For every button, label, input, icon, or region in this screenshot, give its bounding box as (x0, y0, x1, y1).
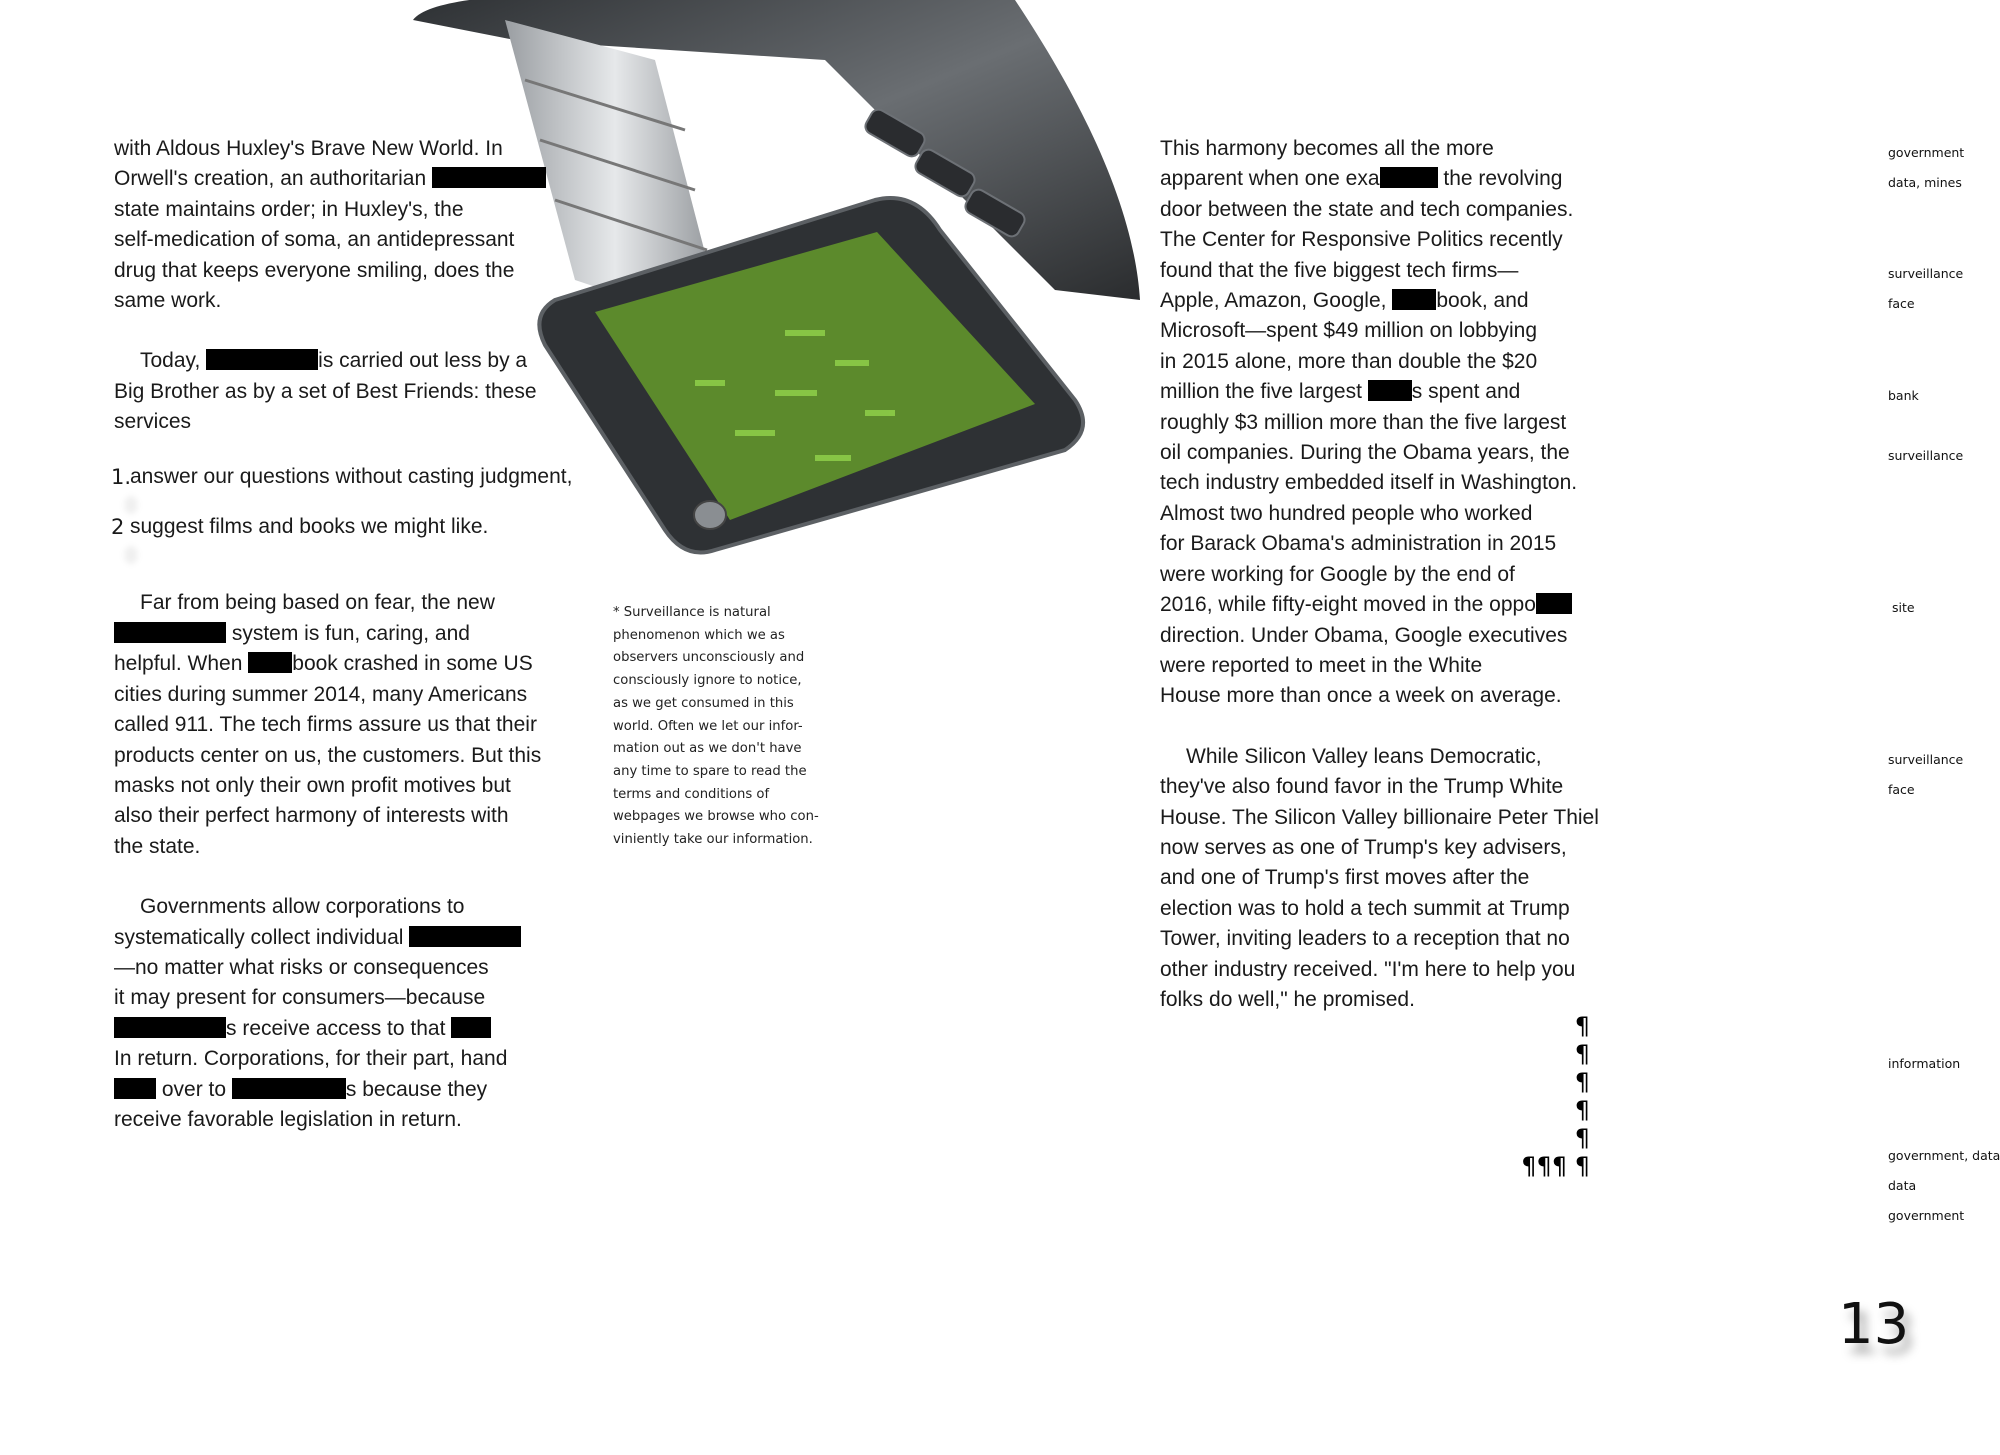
margin-note: data, mines (1888, 175, 1962, 190)
list-item (111, 512, 594, 542)
list-text: answer our questions without casting judgment, (130, 464, 573, 488)
text-line: Far from being based on fear, the new (140, 591, 495, 615)
pilcrow: ¶¶¶ ¶ (1521, 1152, 1590, 1180)
list-text: suggest films and books we might like. (130, 515, 489, 539)
text-line: called 911. The tech firms assure us that their (114, 713, 537, 737)
footnote-line: world. Often we let our infor- (613, 718, 803, 734)
footnote-line: consciously ignore to notice, (613, 673, 802, 689)
footnote-line: mation out as we don't have (613, 741, 802, 757)
footnote-line: viniently take our information. (613, 832, 813, 848)
text-line: book, and (1436, 289, 1529, 313)
list-number: 1. (111, 464, 132, 489)
footnote-line: phenomenon which we as (613, 627, 785, 643)
text-line: 2016, while fifty-eight moved in the oppo (1160, 593, 1536, 617)
redaction-bar (206, 349, 318, 370)
text-line: Tower, inviting leaders to a reception that no (1160, 927, 1570, 951)
redaction-bar (114, 1017, 226, 1038)
text-line: systematically collect individual (114, 925, 404, 949)
redaction-bar (114, 1078, 156, 1099)
text-line: services (114, 410, 192, 434)
text-line: million the five largest (1160, 380, 1362, 404)
pilcrow: ¶ (1574, 1012, 1590, 1040)
text-line: masks not only their own profit motives but (114, 773, 511, 797)
paragraph-huxley (114, 134, 594, 316)
page-number: 13 (1838, 1292, 1910, 1357)
margin-note: information (1888, 1056, 1961, 1071)
pilcrow: ¶ (1574, 1040, 1590, 1068)
text-line: This harmony becomes all the more (1160, 137, 1494, 160)
text-line: Orwell's creation, an authoritarian (114, 167, 427, 191)
margin-note: face (1888, 782, 1915, 797)
text-line: oil companies. During the Obama years, the (1160, 441, 1570, 465)
text-line: election was to hold a tech summit at Trump (1160, 896, 1570, 920)
text-line: s receive access to that (226, 1016, 446, 1040)
text-line: system is fun, caring, and (231, 621, 470, 645)
redaction-bar (232, 1078, 346, 1099)
text-line: House. The Silicon Valley billionaire Peter Thiel (1160, 805, 1599, 829)
text-line: Today, (140, 349, 201, 373)
text-line: is carried out less by a (318, 349, 528, 373)
margin-note: data (1888, 1178, 1917, 1193)
text-line: folks do well," he promised. (1160, 987, 1415, 1011)
footnote-line: as we get consumed in this (613, 695, 794, 711)
text-line: other industry received. "I'm here to help you (1160, 957, 1576, 981)
margin-note: surveillance (1888, 752, 1964, 767)
text-line: helpful. When (114, 652, 243, 676)
text-line: The Center for Responsive Politics recently (1160, 228, 1563, 252)
redaction-bar (248, 652, 292, 673)
text-line: cities during summer 2014, many Americans (114, 682, 528, 706)
text-line: they've also found favor in the Trump White (1160, 775, 1564, 799)
footnote (613, 602, 853, 852)
text-line: drug that keeps everyone smiling, does the (114, 258, 515, 282)
text-line: Microsoft—spent $49 million on lobbying (1160, 319, 1538, 343)
text-line: —no matter what risks or consequences (114, 955, 489, 979)
text-line: products center on us, the customers. But this (114, 743, 542, 767)
margin-note: government (1888, 1208, 1965, 1223)
footnote-line: terms and conditions of (613, 786, 770, 802)
text-line: direction. Under Obama, Google executives (1160, 623, 1568, 647)
text-line: apparent when one exa (1160, 167, 1380, 191)
redaction-bar (114, 622, 226, 643)
footnote-line: * Surveillance is natural (613, 605, 771, 620)
redaction-bar (409, 926, 521, 947)
text-line: same work. (114, 289, 222, 313)
paragraph-far-from-fear (114, 588, 594, 862)
paragraph-harmony (1160, 134, 1630, 712)
text-line: Big Brother as by a set of Best Friends: these (114, 379, 537, 403)
text-line: were working for Google by the end of (1160, 562, 1515, 586)
text-line: state maintains order; in Huxley's, the (114, 197, 464, 221)
text-line: Almost two hundred people who worked (1160, 501, 1533, 525)
footnote-line: any time to spare to read the (613, 763, 807, 779)
text-line: and one of Trump's first moves after the (1160, 866, 1530, 890)
pilcrow: ¶ (1574, 1096, 1590, 1124)
text-line: receive favorable legislation in return. (114, 1107, 462, 1131)
text-line: were reported to meet in the White (1160, 653, 1483, 677)
paragraph-governments (114, 892, 594, 1135)
left-text-column (111, 134, 594, 1135)
text-line: Apple, Amazon, Google, (1160, 289, 1387, 313)
text-line: it may present for consumers—because (114, 986, 486, 1010)
list-number: 2 (111, 515, 125, 540)
margin-note: surveillance (1888, 266, 1964, 281)
footnote-line: observers unconsciously and (613, 650, 805, 666)
paragraph-silicon-valley (1160, 742, 1630, 1016)
text-line: House more than once a week on average. (1160, 684, 1562, 708)
text-line: s because they (345, 1077, 488, 1101)
redaction-bar (451, 1017, 491, 1038)
text-line: While Silicon Valley leans Democratic, (1186, 744, 1542, 768)
margin-note: government (1888, 145, 1965, 160)
redaction-bar (432, 167, 546, 188)
text-line: now serves as one of Trump's key advisers, (1160, 835, 1567, 859)
paragraph-today (114, 346, 594, 437)
redaction-bar (1392, 289, 1436, 310)
text-line: book crashed in some US (292, 652, 533, 676)
text-line: tech industry embedded itself in Washington. (1160, 471, 1578, 495)
pilcrow: ¶ (1574, 1124, 1590, 1152)
text-line: In return. Corporations, for their part, hand (114, 1047, 508, 1071)
redaction-bar (1368, 380, 1412, 401)
margin-note: government, data (1888, 1148, 2000, 1163)
text-line: self-medication of soma, an antidepressant (114, 228, 515, 252)
margin-note: bank (1888, 388, 1919, 403)
text-line: found that the five biggest tech firms— (1160, 258, 1519, 282)
redaction-bar (1380, 167, 1438, 188)
text-line: roughly $3 million more than the five largest (1160, 410, 1567, 434)
text-line: door between the state and tech companies. (1160, 197, 1574, 221)
pilcrow-stack (1480, 1012, 1590, 1180)
right-text-column (1160, 134, 1630, 1015)
margin-note: surveillance (1888, 448, 1964, 463)
text-line: the state. (114, 834, 201, 858)
redaction-bar (1536, 593, 1572, 614)
margin-note: site (1892, 600, 1915, 615)
pilcrow: ¶ (1574, 1068, 1590, 1096)
text-line: Governments allow corporations to (140, 895, 465, 919)
text-line: in 2015 alone, more than double the $20 (1160, 349, 1538, 373)
text-line: with Aldous Huxley's Brave New World. In (114, 137, 503, 160)
footnote-line: webpages we browse who con- (613, 809, 819, 825)
list-item (111, 462, 594, 492)
text-line: for Barack Obama's administration in 2015 (1160, 532, 1557, 556)
margin-note: face (1888, 296, 1915, 311)
text-line: the revolving (1443, 167, 1563, 191)
text-line: over to (161, 1077, 227, 1101)
text-line: also their perfect harmony of interests with (114, 804, 509, 828)
text-line: s spent and (1411, 380, 1521, 404)
